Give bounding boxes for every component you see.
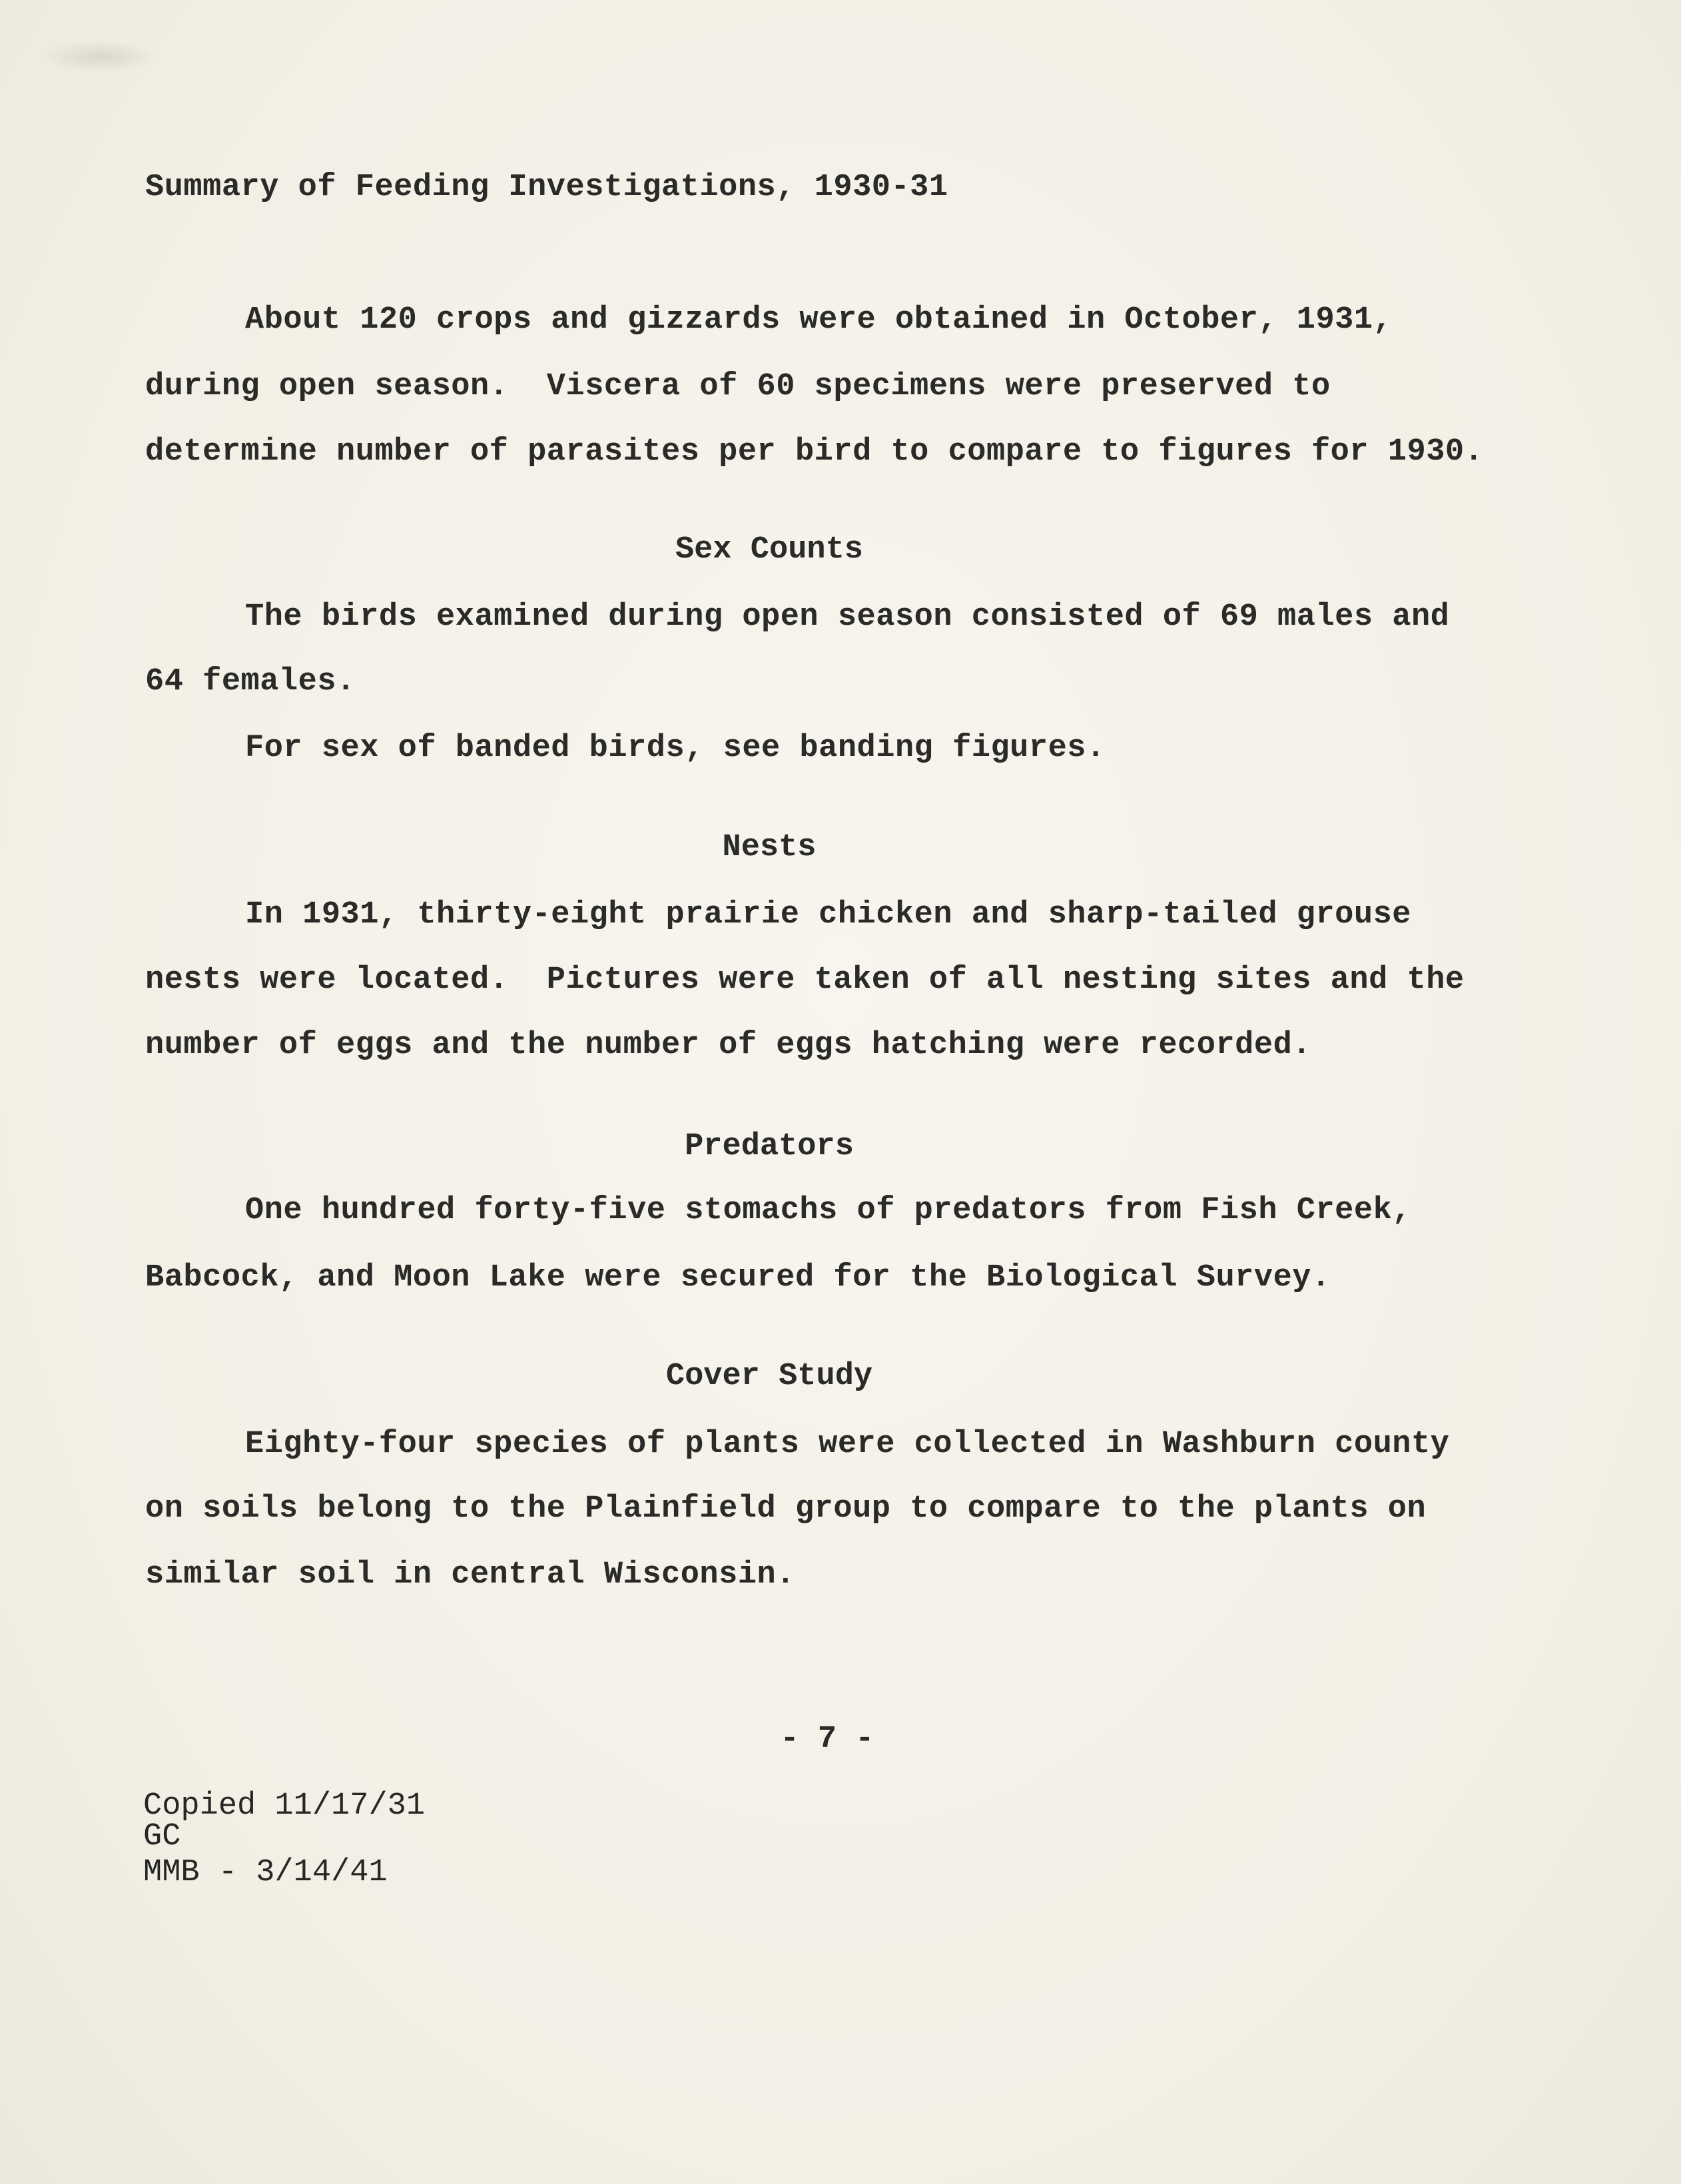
nests-heading: Nests — [722, 830, 817, 865]
nests-line-3: number of eggs and the number of eggs hatching were recorded. — [145, 1028, 1311, 1063]
document-title: Summary of Feeding Investigations, 1930-31 — [145, 170, 948, 205]
footer-initials: GC — [143, 1819, 181, 1854]
cover-study-heading: Cover Study — [665, 1359, 873, 1394]
predators-line-2: Babcock, and Moon Lake were secured for the Biological Survey. — [145, 1260, 1331, 1295]
sex-counts-heading: Sex Counts — [675, 532, 864, 567]
nests-line-2: nests were located. Pictures were taken of all nesting sites and the — [145, 962, 1465, 998]
footer-revision: MMB - 3/14/41 — [143, 1855, 388, 1890]
page-number: - 7 - — [780, 1722, 874, 1757]
sex-counts-line-1: The birds examined during open season consisted of 69 males and — [245, 599, 1450, 635]
sex-counts-line-2: 64 females. — [145, 664, 356, 699]
paper-smudge — [40, 40, 160, 73]
footer-copied: Copied 11/17/31 — [143, 1788, 426, 1824]
cover-study-line-2: on soils belong to the Plainfield group to compare to the plants on — [145, 1491, 1427, 1527]
predators-heading: Predators — [685, 1129, 854, 1164]
predators-line-1: One hundred forty-five stomachs of predators from Fish Creek, — [245, 1193, 1411, 1228]
sex-counts-line-3: For sex of banded birds, see banding figures. — [245, 731, 1106, 766]
cover-study-line-3: similar soil in central Wisconsin. — [145, 1557, 795, 1593]
nests-line-1: In 1931, thirty-eight prairie chicken and sharp-tailed grouse — [245, 897, 1411, 932]
intro-line-2: during open season. Viscera of 60 specimens were preserved to — [145, 369, 1331, 404]
cover-study-line-1: Eighty-four species of plants were collected in Washburn county — [245, 1427, 1450, 1462]
intro-line-1: About 120 crops and gizzards were obtained in October, 1931, — [245, 302, 1393, 338]
intro-line-3: determine number of parasites per bird to compare to figures for 1930. — [145, 434, 1484, 470]
